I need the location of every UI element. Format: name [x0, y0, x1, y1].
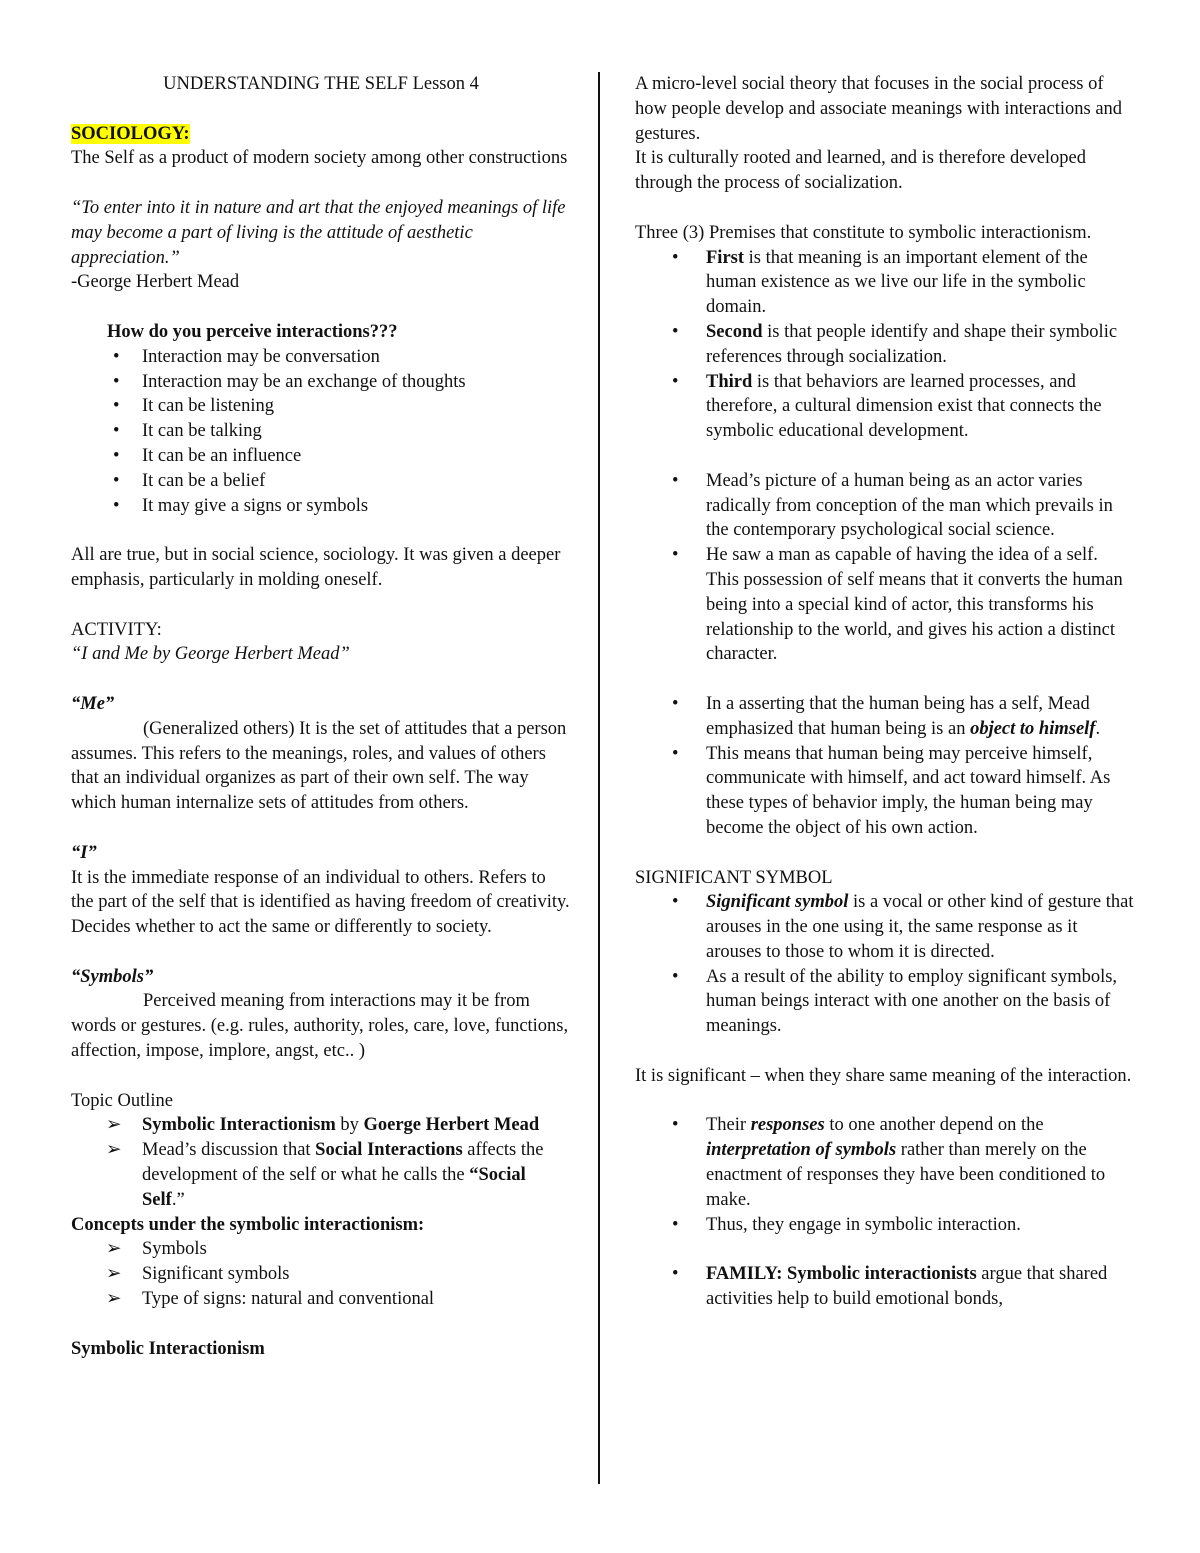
list-item: • This means that human being may perceive himself, communicate with himself, and act toward himself. As these types of behavior imply, the human being may become the object of his own action.: [672, 743, 1111, 838]
bullet-icon: •: [113, 346, 120, 367]
bullet-icon: •: [672, 321, 679, 342]
bullet-icon: •: [672, 743, 679, 764]
responses-list: [635, 1113, 1135, 1237]
interactions-list: [71, 345, 571, 519]
bullet-icon: •: [672, 470, 679, 491]
sociology-text: The Self as a product of modern society among other constructions: [71, 148, 568, 169]
list-item: • Thus, they engage in symbolic interaction.: [635, 1213, 1135, 1238]
bullet-icon: •: [672, 371, 679, 392]
arrow-bullet-icon: ➢: [106, 1140, 122, 1161]
list-item: • He saw a man as capable of having the idea of a self. This possession of self means that it converts the human being into a special kind of actor, this transforms his relationship to the world, and gives his action a distinct character.: [672, 545, 1123, 665]
premises-intro: Three (3) Premises that constitute to symbolic interactionism.: [635, 222, 1092, 243]
arrow-bullet-icon: ➢: [106, 1239, 122, 1260]
bullet-icon: •: [113, 421, 120, 442]
list-item: • First is that meaning is an important element of the human existence as we live our life in the symbolic domain.: [672, 247, 1088, 318]
i-heading: “I”: [71, 842, 97, 863]
topic-outline-list: [71, 1113, 571, 1212]
list-item: ➢ Symbols: [71, 1237, 571, 1262]
list-item: ➢ Symbolic Interactionism by Goerge Herbert Mead: [71, 1113, 571, 1138]
list-item: ➢ Mead’s discussion that Social Interactions affects the development of the self or what he calls the “Social Self.”: [106, 1140, 544, 1210]
bullet-icon: •: [113, 445, 120, 466]
bullet-icon: •: [672, 693, 679, 714]
list-item: • Mead’s picture of a human being as an actor varies radically from conception of the man which prevails in the contemporary psychological social science.: [672, 470, 1113, 541]
list-item: ➢ Significant symbols: [71, 1262, 571, 1287]
list-item: • It can be a belief: [71, 469, 571, 494]
activity-label: ACTIVITY:: [71, 619, 162, 640]
bullet-icon: •: [672, 545, 679, 566]
bullet-icon: •: [672, 1115, 679, 1136]
arrow-bullet-icon: ➢: [106, 1289, 122, 1310]
symbols-heading: “Symbols”: [71, 966, 154, 987]
symbols-text: Perceived meaning from interactions may it be from words or gestures. (e.g. rules, authority, roles, care, love, functions, affection, impose, implore, angst, etc.. ): [71, 991, 569, 1062]
bullet-icon: •: [672, 966, 679, 987]
topic-outline-label: Topic Outline: [71, 1090, 173, 1111]
list-item: • It can be an influence: [71, 444, 571, 469]
bullet-icon: •: [113, 371, 120, 392]
list-item: • Third is that behaviors are learned processes, and therefore, a cultural dimension exist that connects the symbolic educational development.: [672, 371, 1102, 442]
column-divider: [598, 72, 600, 1484]
list-item: • As a result of the ability to employ significant symbols, human beings interact with one another on the basis of meanings.: [672, 966, 1118, 1037]
concepts-list: [71, 1237, 571, 1311]
significant-symbol-heading: SIGNIFICANT SYMBOL: [635, 867, 833, 888]
intro-paragraph: A micro-level social theory that focuses in the social process of how people develop and associate meanings with interactions and gestures.: [635, 74, 1123, 144]
significant-when-paragraph: It is significant – when they share same meaning of the interaction.: [635, 1065, 1132, 1086]
mead-quote: “To enter into it in nature and art that the enjoyed meanings of life may become a part of living is the attitude of aesthetic appreciation.”: [71, 197, 566, 268]
interactions-question: How do you perceive interactions???: [107, 321, 398, 342]
me-heading: “Me”: [71, 693, 115, 714]
list-item: • FAMILY: Symbolic interactionists argue that shared activities help to build emotional bonds,: [672, 1264, 1108, 1310]
arrow-bullet-icon: ➢: [106, 1115, 122, 1136]
bullet-icon: •: [672, 247, 679, 268]
bullet-icon: •: [672, 1214, 679, 1235]
list-item: • In a asserting that the human being has a self, Mead emphasized that human being is an object to himself.: [672, 693, 1101, 739]
cultural-paragraph: It is culturally rooted and learned, and is therefore developed through the process of socialization.: [635, 148, 1087, 194]
left-column: [71, 72, 571, 1361]
significant-symbol-list: [635, 890, 1135, 1039]
quote-author: -George Herbert Mead: [71, 272, 240, 293]
list-item: • Second is that people identify and shape their symbolic references through socialization.: [672, 321, 1118, 367]
premises-list: [635, 246, 1135, 444]
list-item: • Their responses to one another depend on the interpretation of symbols rather than merely on the enactment of responses they have been conditioned to make.: [672, 1115, 1106, 1210]
mead-list: [635, 469, 1135, 667]
list-item: • Interaction may be conversation: [71, 345, 571, 370]
bullet-icon: •: [672, 1264, 679, 1285]
arrow-bullet-icon: ➢: [106, 1264, 122, 1285]
me-text: (Generalized others) It is the set of attitudes that a person assumes. This refers to the meanings, roles, and values of others that an individual organizes as part of their own self. The way which human internalize sets of attitudes from others.: [71, 718, 567, 814]
page-title: UNDERSTANDING THE SELF Lesson 4: [163, 74, 479, 94]
family-list: [635, 1262, 1135, 1312]
list-item: • Significant symbol is a vocal or other kind of gesture that arouses in the one using it, the same response as it arouses to those to whom it is directed.: [672, 892, 1134, 962]
bullet-icon: •: [113, 495, 120, 516]
symbolic-interactionism-heading: Symbolic Interactionism: [71, 1338, 265, 1359]
list-item: • It can be listening: [71, 394, 571, 419]
right-column: [635, 72, 1135, 1312]
bullet-icon: •: [113, 396, 120, 417]
list-item: • Interaction may be an exchange of thoughts: [71, 370, 571, 395]
self-object-list: [635, 692, 1135, 841]
list-item: ➢ Type of signs: natural and conventional: [71, 1287, 571, 1312]
sociology-heading: SOCIOLOGY:: [71, 123, 190, 144]
bullet-icon: •: [113, 470, 120, 491]
i-text: It is the immediate response of an individual to others. Refers to the part of the self that is identified as having freedom of creativity. Decides whether to act the same or differently to society.: [71, 867, 570, 938]
bullet-icon: •: [672, 892, 679, 913]
concepts-heading: Concepts under the symbolic interactionism:: [71, 1214, 425, 1235]
list-item: • It may give a signs or symbols: [71, 494, 571, 519]
all-true-paragraph: All are true, but in social science, sociology. It was given a deeper emphasis, particularly in molding oneself.: [71, 545, 561, 590]
list-item: • It can be talking: [71, 419, 571, 444]
activity-title: “I and Me by George Herbert Mead”: [71, 644, 350, 665]
